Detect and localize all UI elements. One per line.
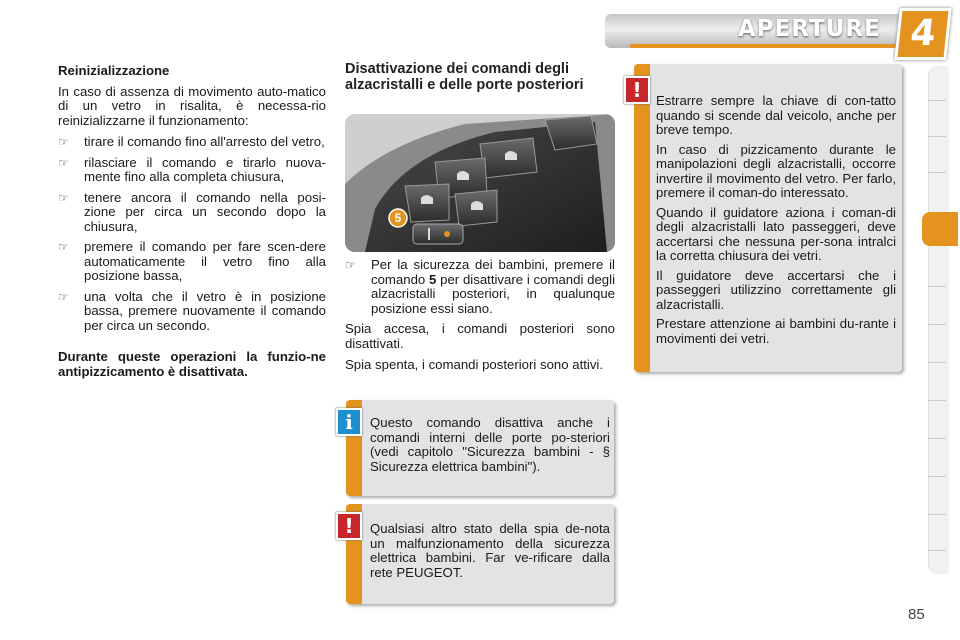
safety-note: Durante queste operazioni la funzio-ne antipizzicamento è disattivata. (58, 349, 326, 379)
list-item: ☞ tenere ancora il comando nella posi-zione per circa un secondo dopo la chiusura, (58, 189, 326, 234)
pointing-hand-icon: ☞ (58, 289, 69, 304)
page-number: 85 (908, 606, 925, 623)
warning-box-bottom-text: Qualsiasi altro stato della spia de-nota un malfunzionamento della sicurezza elettrica bambini. Far ve-rificare dalla rete PEUGEOT. (370, 521, 610, 580)
tab-divider (928, 136, 946, 137)
middle-column-body (345, 258, 615, 380)
warning-box-bottom (346, 504, 614, 604)
info-box (346, 400, 614, 496)
chapter-tabs (928, 66, 949, 574)
pointing-hand-icon: ☞ (345, 258, 356, 272)
instruction-list (345, 258, 615, 316)
box-accent-strip (634, 64, 650, 372)
tab-divider (928, 362, 946, 363)
list-item: ☞ rilasciare il comando e tirarlo nuova-mente fino alla completa chiusura, (58, 154, 326, 184)
tab-divider (928, 100, 946, 101)
intro-paragraph: In caso di assenza di movimento auto-matico di un vetro in risalita, è necessa-rio reinizializzarne il funzionamento: (58, 83, 326, 128)
warning-icon: ! (336, 512, 362, 540)
page-title: APERTURE (738, 16, 881, 42)
pointing-hand-icon: ☞ (58, 135, 69, 149)
active-chapter-tab[interactable] (922, 212, 958, 246)
info-icon: i (336, 408, 362, 436)
lamp-on-text: Spia accesa, i comandi posteriori sono disattivati. (345, 321, 615, 351)
list-item: ☞ una volta che il vetro è in posizione bassa, premere nuovamente il comando per circa un secondo. (58, 288, 326, 333)
pointing-hand-icon: ☞ (58, 155, 69, 170)
window-switch-panel-photo (345, 114, 615, 252)
left-column (58, 64, 326, 339)
pointing-hand-icon: ☞ (58, 190, 69, 205)
warning-icon: ! (624, 76, 650, 104)
note-block (58, 350, 326, 386)
lamp-off-text: Spia spenta, i comandi posteriori sono attivi. (345, 357, 604, 372)
chapter-badge: 4 (894, 8, 951, 60)
tab-divider (928, 550, 946, 551)
step-list (58, 135, 326, 333)
info-box-text: Questo comando disattiva anche i comandi interni delle porte po-steriori (vedi capitolo "Sicurezza bambini - § Sicurezza elettrica bambini"). (370, 415, 610, 474)
pointing-hand-icon: ☞ (58, 240, 69, 254)
callout-5-label: 5 (394, 211, 402, 225)
tab-divider (928, 400, 946, 401)
list-item: ☞ tirare il comando fino all'arresto del vetro, (58, 134, 325, 149)
tab-divider (928, 438, 946, 439)
section-title: Disattivazione dei comandi degli alzacristalli e delle porte posteriori (345, 61, 584, 93)
tab-divider (928, 324, 946, 325)
warning-box-right (634, 64, 902, 372)
list-item: ☞ premere il comando per fare scen-dere automaticamente il vetro fino alla posizione bassa, (58, 239, 326, 283)
tab-divider (928, 172, 946, 173)
header-accent-strip (630, 44, 910, 48)
section-heading: Reinizializzazione (58, 63, 170, 78)
warning-box-text: Estrarre sempre la chiave di con-tatto quando si scende dal veicolo, anche per breve tempo. In caso di pizzicamento durante le manipolazioni degli alzacristalli, occorre invertire il movimento del vetro. Per farlo, premere il coman-do interessato. Quando il guidatore aziona i coman-di degli alzacristalli lato passeggeri, deve accertarsi che nessuna per-sona intralci la corretta chiusura dei vetri. Il guidatore deve accertarsi che i passeggeri utilizzino correttamente gli alzacristalli. Prestare attenzione ai bambini du-rante i movimenti dei vetri. (656, 93, 896, 346)
list-item: ☞ Per la sicurezza dei bambini, premere il comando 5 per disattivare i comandi degli alzacristalli posteriori, in qualunque posizione essi siano. (345, 257, 616, 316)
switch-panel-illustration (345, 114, 615, 252)
tab-divider (928, 514, 946, 515)
tab-divider (928, 476, 946, 477)
tab-divider (928, 286, 946, 287)
